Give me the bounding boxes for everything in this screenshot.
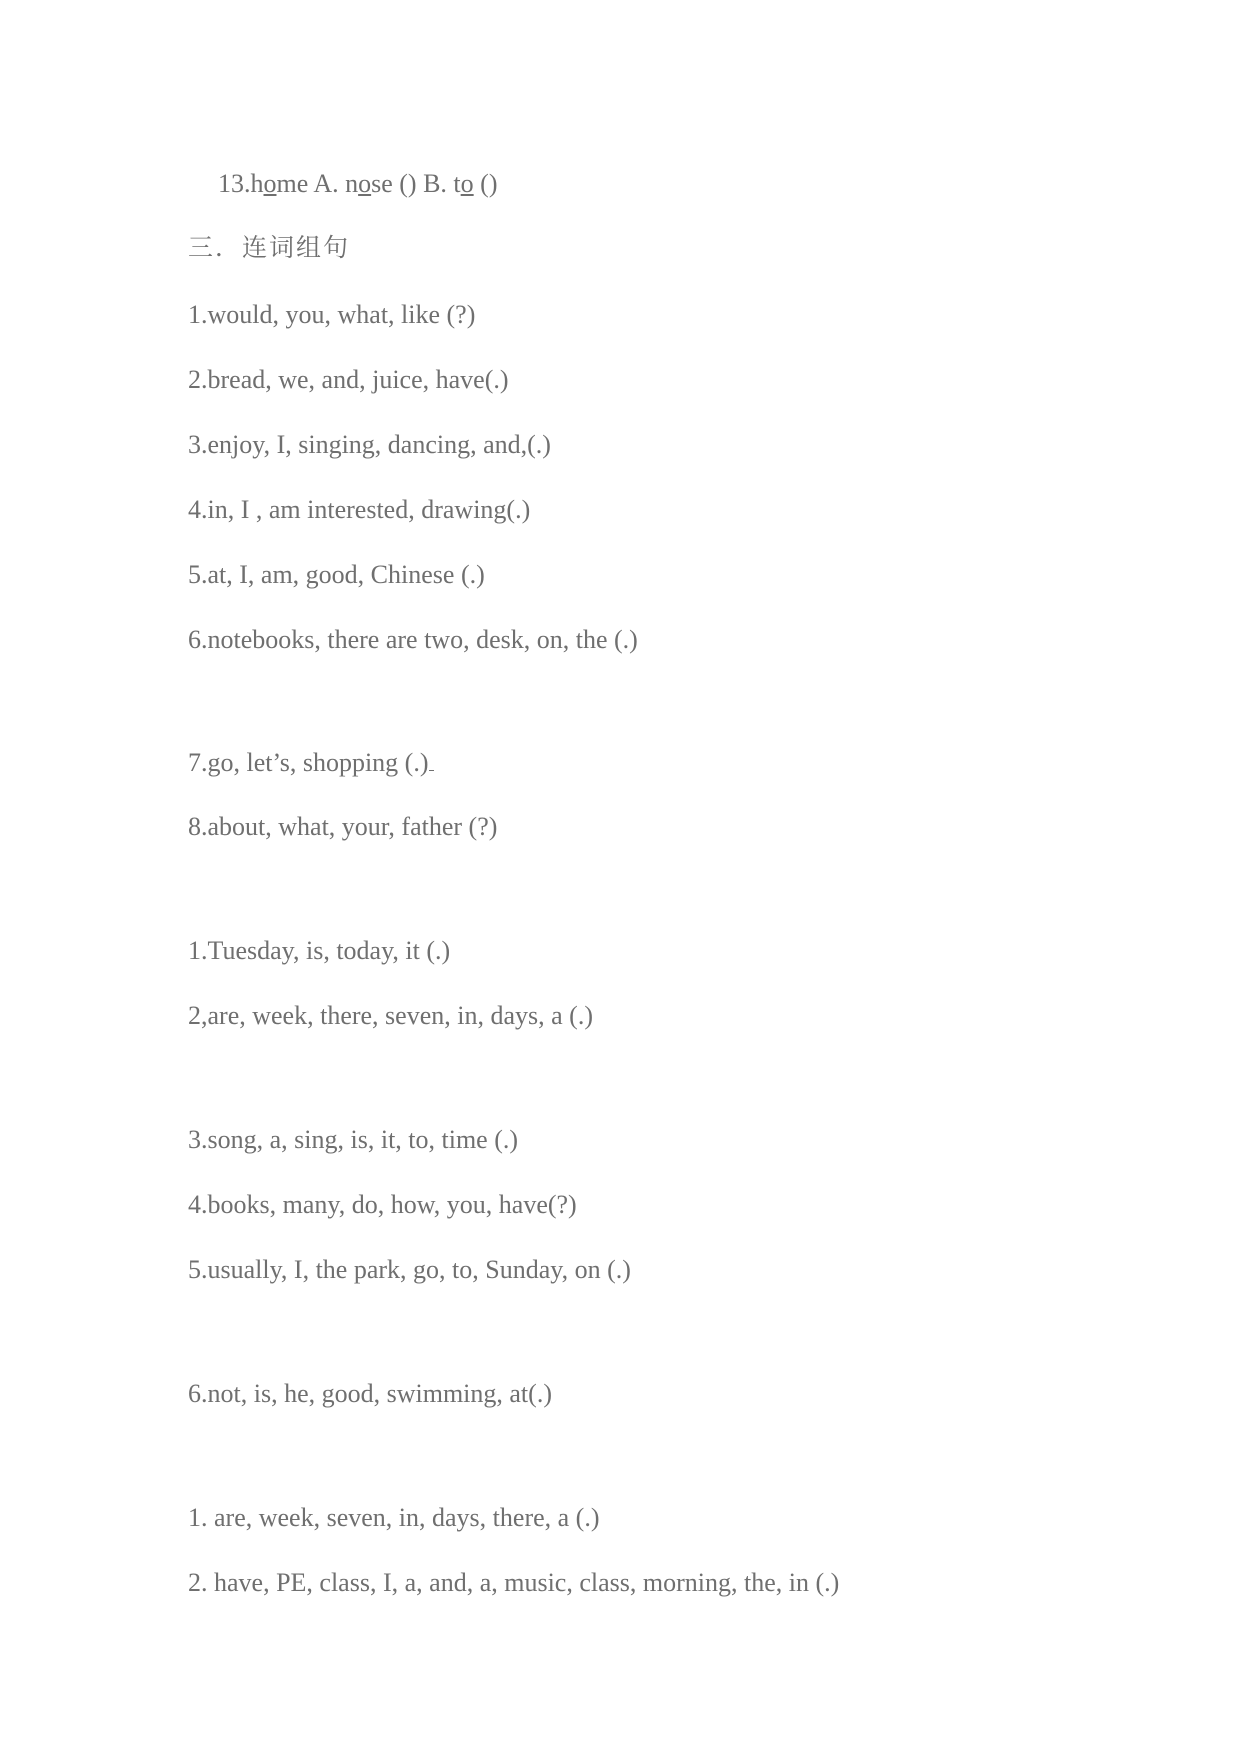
group1-item-2: 2.bread, we, and, juice, have(.)	[188, 365, 509, 394]
group2-item-4: 4.books, many, do, how, you, have(?)	[188, 1190, 577, 1219]
group1-item-7	[188, 746, 434, 779]
group1-item-8: 8.about, what, your, father (?)	[188, 812, 498, 841]
group2-item-1: 1.Tuesday, is, today, it (.)	[188, 936, 451, 965]
group3-item-2: 2. have, PE, class, I, a, and, a, music, class, morning, the, in (.)	[188, 1568, 840, 1597]
group2-item-3: 3.song, a, sing, is, it, to, time (.)	[188, 1125, 519, 1154]
group1-item-7-text: 7.go, let’s, shopping (.)	[188, 748, 429, 777]
group1-item-5: 5.at, I, am, good, Chinese (.)	[188, 560, 485, 589]
group1-item-6: 6.notebooks, there are two, desk, on, the (.)	[188, 625, 638, 654]
section-3-title: 三．连词组句	[188, 233, 351, 262]
group2-item-2: 2,are, week, there, seven, in, days, a (.)	[188, 1001, 593, 1030]
question-13	[218, 168, 497, 200]
q13-option-b-start: se () B. t	[371, 169, 461, 198]
group1-item-1: 1.would, you, what, like (?)	[188, 300, 476, 329]
q13-word-start: 13.h	[218, 169, 264, 198]
q13-option-a-start: me A. n	[276, 169, 359, 198]
underline-mark	[429, 746, 434, 771]
group1-item-3: 3.enjoy, I, singing, dancing, and,(.)	[188, 430, 551, 459]
group2-item-6: 6.not, is, he, good, swimming, at(.)	[188, 1379, 552, 1408]
q13-underlined-letter: o	[460, 169, 474, 198]
group1-item-4: 4.in, I , am interested, drawing(.)	[188, 495, 531, 524]
group2-item-5: 5.usually, I, the park, go, to, Sunday, on (.)	[188, 1255, 631, 1284]
q13-underlined-letter: o	[358, 169, 372, 198]
group3-item-1: 1. are, week, seven, in, days, there, a (.)	[188, 1503, 600, 1532]
q13-answer-blank: ()	[473, 169, 498, 198]
q13-underlined-letter: o	[263, 169, 277, 198]
